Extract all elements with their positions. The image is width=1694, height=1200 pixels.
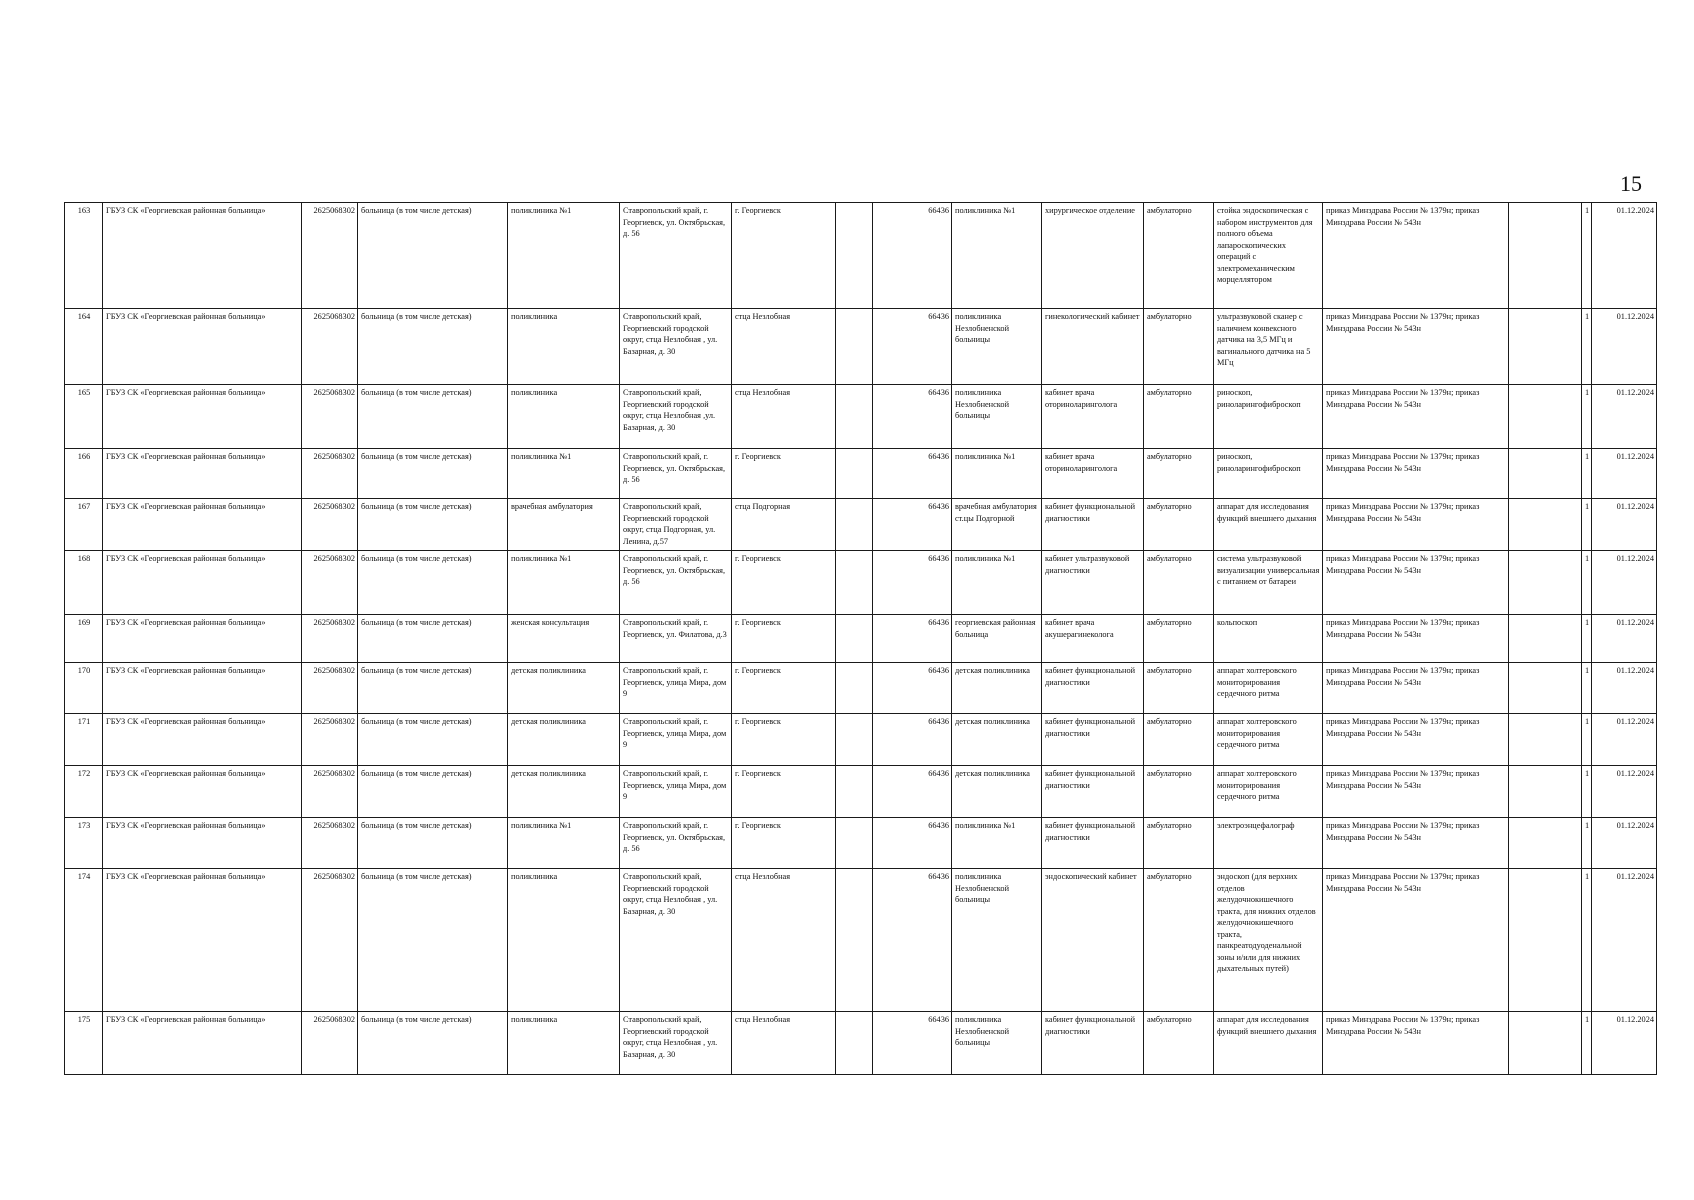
regulatory-order: приказ Минздрава России № 1379н; приказ Минздрава России № 543н — [1323, 615, 1509, 663]
inn-code: 2625068302 — [302, 309, 358, 385]
regulatory-order: приказ Минздрава России № 1379н; приказ Минздрава России № 543н — [1323, 663, 1509, 714]
inn-code: 2625068302 — [302, 714, 358, 766]
organization-name: ГБУЗ СК «Георгиевская районная больница» — [103, 818, 302, 869]
organization-type: больница (в том числе детская) — [358, 714, 508, 766]
due-date: 01.12.2024 — [1592, 869, 1657, 1012]
locality: стца Незлобная — [732, 385, 836, 449]
equipment-name: аппарат холтеровского мониторирования сердечного ритма — [1214, 714, 1323, 766]
organization-type: больница (в том числе детская) — [358, 766, 508, 818]
oktmo-code: 66436 — [873, 714, 952, 766]
organization-type: больница (в том числе детская) — [358, 1012, 508, 1075]
due-date: 01.12.2024 — [1592, 203, 1657, 309]
row-number: 172 — [65, 766, 103, 818]
empty-cell — [836, 615, 873, 663]
address: Ставропольский край, г. Георгиевск, улица Мира, дом 9 — [620, 766, 732, 818]
equipment-name: аппарат холтеровского мониторирования сердечного ритма — [1214, 663, 1323, 714]
equipment-name: аппарат для исследования функций внешнего дыхания — [1214, 499, 1323, 551]
equipment-name: эндоскоп (для верхних отделов желудочнокишечного тракта, для нижних отделов желудочнокишечного тракта, панкреатодуоденальной зоны и/или для нижних дыхательных путей) — [1214, 869, 1323, 1012]
locality: г. Георгиевск — [732, 663, 836, 714]
due-date: 01.12.2024 — [1592, 499, 1657, 551]
inn-code: 2625068302 — [302, 615, 358, 663]
care-condition: амбулаторно — [1144, 551, 1214, 615]
subdivision: детская поликлиника — [952, 766, 1042, 818]
department: кабинет функциональной диагностики — [1042, 499, 1144, 551]
due-date: 01.12.2024 — [1592, 1012, 1657, 1075]
structural-unit: поликлиника №1 — [508, 449, 620, 499]
subdivision: детская поликлиника — [952, 714, 1042, 766]
table-row — [65, 203, 1657, 309]
address: Ставропольский край, г. Георгиевск, улица Мира, дом 9 — [620, 663, 732, 714]
oktmo-code: 66436 — [873, 1012, 952, 1075]
due-date: 01.12.2024 — [1592, 818, 1657, 869]
table-row — [65, 615, 1657, 663]
empty-cell — [1509, 385, 1582, 449]
department: кабинет функциональной диагностики — [1042, 1012, 1144, 1075]
address: Ставропольский край, Георгиевский городской округ, стца Незлобная , ул. Базарная, д. 30 — [620, 869, 732, 1012]
empty-cell — [1509, 818, 1582, 869]
subdivision: поликлиника №1 — [952, 449, 1042, 499]
oktmo-code: 66436 — [873, 499, 952, 551]
row-number: 167 — [65, 499, 103, 551]
department: кабинет функциональной диагностики — [1042, 766, 1144, 818]
subdivision: поликлиника Незлобненской больницы — [952, 385, 1042, 449]
organization-type: больница (в том числе детская) — [358, 309, 508, 385]
oktmo-code: 66436 — [873, 818, 952, 869]
row-number: 173 — [65, 818, 103, 869]
oktmo-code: 66436 — [873, 615, 952, 663]
oktmo-code: 66436 — [873, 309, 952, 385]
care-condition: амбулаторно — [1144, 869, 1214, 1012]
subdivision: поликлиника №1 — [952, 203, 1042, 309]
structural-unit: поликлиника №1 — [508, 551, 620, 615]
locality: стца Незлобная — [732, 869, 836, 1012]
department: хирургическое отделение — [1042, 203, 1144, 309]
structural-unit: женская консультация — [508, 615, 620, 663]
care-condition: амбулаторно — [1144, 766, 1214, 818]
due-date: 01.12.2024 — [1592, 449, 1657, 499]
table-row — [65, 551, 1657, 615]
regulatory-order: приказ Минздрава России № 1379н; приказ Минздрава России № 543н — [1323, 385, 1509, 449]
oktmo-code: 66436 — [873, 766, 952, 818]
locality: г. Георгиевск — [732, 766, 836, 818]
oktmo-code: 66436 — [873, 869, 952, 1012]
table-row — [65, 1012, 1657, 1075]
inn-code: 2625068302 — [302, 818, 358, 869]
organization-name: ГБУЗ СК «Георгиевская районная больница» — [103, 385, 302, 449]
row-number: 169 — [65, 615, 103, 663]
organization-type: больница (в том числе детская) — [358, 663, 508, 714]
inn-code: 2625068302 — [302, 203, 358, 309]
regulatory-order: приказ Минздрава России № 1379н; приказ Минздрава России № 543н — [1323, 551, 1509, 615]
equipment-registry-table — [64, 202, 1657, 1075]
department: кабинет функциональной диагностики — [1042, 818, 1144, 869]
organization-type: больница (в том числе детская) — [358, 551, 508, 615]
equipment-name: электроэнцефалограф — [1214, 818, 1323, 869]
empty-cell — [1509, 499, 1582, 551]
row-number: 174 — [65, 869, 103, 1012]
row-number: 170 — [65, 663, 103, 714]
organization-type: больница (в том числе детская) — [358, 203, 508, 309]
inn-code: 2625068302 — [302, 499, 358, 551]
organization-type: больница (в том числе детская) — [358, 818, 508, 869]
empty-cell — [1509, 663, 1582, 714]
care-condition: амбулаторно — [1144, 1012, 1214, 1075]
table-row — [65, 818, 1657, 869]
row-number: 168 — [65, 551, 103, 615]
inn-code: 2625068302 — [302, 551, 358, 615]
organization-name: ГБУЗ СК «Георгиевская районная больница» — [103, 663, 302, 714]
quantity: 1 — [1582, 766, 1592, 818]
subdivision: детская поликлиника — [952, 663, 1042, 714]
address: Ставропольский край, г. Георгиевск, ул. Октябрьская, д. 56 — [620, 551, 732, 615]
care-condition: амбулаторно — [1144, 203, 1214, 309]
address: Ставропольский край, Георгиевский городской округ, стца Незлобная , ул. Базарная, д. 30 — [620, 309, 732, 385]
care-condition: амбулаторно — [1144, 499, 1214, 551]
empty-cell — [1509, 869, 1582, 1012]
empty-cell — [836, 1012, 873, 1075]
address: Ставропольский край, Георгиевский городской округ, стца Подгорная, ул. Ленина, д.57 — [620, 499, 732, 551]
empty-cell — [1509, 766, 1582, 818]
department: кабинет ультразвуковой диагностики — [1042, 551, 1144, 615]
row-number: 165 — [65, 385, 103, 449]
care-condition: амбулаторно — [1144, 663, 1214, 714]
empty-cell — [1509, 203, 1582, 309]
regulatory-order: приказ Минздрава России № 1379н; приказ Минздрава России № 543н — [1323, 766, 1509, 818]
oktmo-code: 66436 — [873, 551, 952, 615]
subdivision: поликлиника Незлобненской больницы — [952, 869, 1042, 1012]
regulatory-order: приказ Минздрава России № 1379н; приказ Минздрава России № 543н — [1323, 818, 1509, 869]
oktmo-code: 66436 — [873, 385, 952, 449]
due-date: 01.12.2024 — [1592, 309, 1657, 385]
locality: стца Незлобная — [732, 309, 836, 385]
empty-cell — [1509, 615, 1582, 663]
regulatory-order: приказ Минздрава России № 1379н; приказ Минздрава России № 543н — [1323, 714, 1509, 766]
empty-cell — [836, 663, 873, 714]
organization-name: ГБУЗ СК «Георгиевская районная больница» — [103, 869, 302, 1012]
empty-cell — [1509, 1012, 1582, 1075]
quantity: 1 — [1582, 309, 1592, 385]
department: гинекологический кабинет — [1042, 309, 1144, 385]
subdivision: поликлиника Незлобненской больницы — [952, 309, 1042, 385]
due-date: 01.12.2024 — [1592, 663, 1657, 714]
address: Ставропольский край, г. Георгиевск, ул. Филатова, д.3 — [620, 615, 732, 663]
quantity: 1 — [1582, 663, 1592, 714]
regulatory-order: приказ Минздрава России № 1379н; приказ Минздрава России № 543н — [1323, 449, 1509, 499]
care-condition: амбулаторно — [1144, 385, 1214, 449]
organization-name: ГБУЗ СК «Георгиевская районная больница» — [103, 203, 302, 309]
locality: стца Незлобная — [732, 1012, 836, 1075]
due-date: 01.12.2024 — [1592, 714, 1657, 766]
structural-unit: детская поликлиника — [508, 663, 620, 714]
structural-unit: поликлиника — [508, 385, 620, 449]
empty-cell — [836, 309, 873, 385]
care-condition: амбулаторно — [1144, 818, 1214, 869]
address: Ставропольский край, Георгиевский городской округ, стца Незлобная ,ул. Базарная, д. 30 — [620, 385, 732, 449]
row-number: 163 — [65, 203, 103, 309]
address: Ставропольский край, г. Георгиевск, ул. Октябрьская, д. 56 — [620, 449, 732, 499]
inn-code: 2625068302 — [302, 869, 358, 1012]
structural-unit: детская поликлиника — [508, 766, 620, 818]
department: кабинет врача акушерагинеколога — [1042, 615, 1144, 663]
organization-type: больница (в том числе детская) — [358, 385, 508, 449]
organization-name: ГБУЗ СК «Георгиевская районная больница» — [103, 449, 302, 499]
equipment-name: аппарат для исследования функций внешнего дыхания — [1214, 1012, 1323, 1075]
care-condition: амбулаторно — [1144, 309, 1214, 385]
table-row — [65, 309, 1657, 385]
empty-cell — [1509, 309, 1582, 385]
empty-cell — [836, 203, 873, 309]
quantity: 1 — [1582, 869, 1592, 1012]
equipment-name: стойка эндоскопическая с набором инструментов для полного объема лапароскопических операций с электромеханическим морцеллятором — [1214, 203, 1323, 309]
organization-type: больница (в том числе детская) — [358, 449, 508, 499]
row-number: 166 — [65, 449, 103, 499]
table-row — [65, 663, 1657, 714]
oktmo-code: 66436 — [873, 449, 952, 499]
equipment-name: кольпоскоп — [1214, 615, 1323, 663]
equipment-name: риноскоп, риноларингофиброскоп — [1214, 385, 1323, 449]
empty-cell — [836, 551, 873, 615]
row-number: 175 — [65, 1012, 103, 1075]
quantity: 1 — [1582, 551, 1592, 615]
locality: г. Георгиевск — [732, 818, 836, 869]
quantity: 1 — [1582, 385, 1592, 449]
organization-type: больница (в том числе детская) — [358, 615, 508, 663]
address: Ставропольский край, г. Георгиевск, ул. Октябрьская, д. 56 — [620, 203, 732, 309]
equipment-name: риноскоп, риноларингофиброскоп — [1214, 449, 1323, 499]
subdivision: георгиевская районная больница — [952, 615, 1042, 663]
row-number: 164 — [65, 309, 103, 385]
table-row — [65, 869, 1657, 1012]
organization-name: ГБУЗ СК «Георгиевская районная больница» — [103, 309, 302, 385]
table-row — [65, 385, 1657, 449]
quantity: 1 — [1582, 449, 1592, 499]
empty-cell — [836, 449, 873, 499]
structural-unit: поликлиника — [508, 1012, 620, 1075]
empty-cell — [836, 714, 873, 766]
table-row — [65, 499, 1657, 551]
organization-name: ГБУЗ СК «Георгиевская районная больница» — [103, 551, 302, 615]
empty-cell — [1509, 714, 1582, 766]
organization-type: больница (в том числе детская) — [358, 869, 508, 1012]
department: кабинет функциональной диагностики — [1042, 714, 1144, 766]
empty-cell — [836, 766, 873, 818]
locality: г. Георгиевск — [732, 203, 836, 309]
page-number: 15 — [1620, 171, 1642, 196]
empty-cell — [836, 869, 873, 1012]
inn-code: 2625068302 — [302, 766, 358, 818]
organization-name: ГБУЗ СК «Георгиевская районная больница» — [103, 766, 302, 818]
care-condition: амбулаторно — [1144, 449, 1214, 499]
regulatory-order: приказ Минздрава России № 1379н; приказ Минздрава России № 543н — [1323, 1012, 1509, 1075]
regulatory-order: приказ Минздрава России № 1379н; приказ Минздрава России № 543н — [1323, 203, 1509, 309]
equipment-name: система ультразвуковой визуализации универсальная с питанием от батареи — [1214, 551, 1323, 615]
locality: г. Георгиевск — [732, 615, 836, 663]
oktmo-code: 66436 — [873, 663, 952, 714]
regulatory-order: приказ Минздрава России № 1379н; приказ Минздрава России № 543н — [1323, 869, 1509, 1012]
subdivision: поликлиника Незлобненской больницы — [952, 1012, 1042, 1075]
locality: г. Георгиевск — [732, 551, 836, 615]
organization-type: больница (в том числе детская) — [358, 499, 508, 551]
care-condition: амбулаторно — [1144, 615, 1214, 663]
due-date: 01.12.2024 — [1592, 615, 1657, 663]
quantity: 1 — [1582, 203, 1592, 309]
quantity: 1 — [1582, 615, 1592, 663]
inn-code: 2625068302 — [302, 1012, 358, 1075]
address: Ставропольский край, Георгиевский городской округ, стца Незлобная , ул. Базарная, д. 30 — [620, 1012, 732, 1075]
table-row — [65, 766, 1657, 818]
empty-cell — [836, 499, 873, 551]
organization-name: ГБУЗ СК «Георгиевская районная больница» — [103, 615, 302, 663]
subdivision: поликлиника №1 — [952, 818, 1042, 869]
organization-name: ГБУЗ СК «Георгиевская районная больница» — [103, 714, 302, 766]
regulatory-order: приказ Минздрава России № 1379н; приказ Минздрава России № 543н — [1323, 309, 1509, 385]
address: Ставропольский край, г. Георгиевск, ул. Октябрьская, д. 56 — [620, 818, 732, 869]
organization-name: ГБУЗ СК «Георгиевская районная больница» — [103, 499, 302, 551]
due-date: 01.12.2024 — [1592, 766, 1657, 818]
quantity: 1 — [1582, 1012, 1592, 1075]
locality: г. Георгиевск — [732, 714, 836, 766]
organization-name: ГБУЗ СК «Георгиевская районная больница» — [103, 1012, 302, 1075]
table-row — [65, 449, 1657, 499]
department: кабинет врача оториноларинголога — [1042, 449, 1144, 499]
row-number: 171 — [65, 714, 103, 766]
department: кабинет функциональной диагностики — [1042, 663, 1144, 714]
structural-unit: поликлиника №1 — [508, 203, 620, 309]
structural-unit: поликлиника №1 — [508, 818, 620, 869]
structural-unit: детская поликлиника — [508, 714, 620, 766]
due-date: 01.12.2024 — [1592, 551, 1657, 615]
table-row — [65, 714, 1657, 766]
inn-code: 2625068302 — [302, 663, 358, 714]
equipment-name: ультразвуковой сканер с наличием конвексного датчика на 3,5 МГц и вагинального датчика на 5 МГц — [1214, 309, 1323, 385]
inn-code: 2625068302 — [302, 449, 358, 499]
care-condition: амбулаторно — [1144, 714, 1214, 766]
inn-code: 2625068302 — [302, 385, 358, 449]
due-date: 01.12.2024 — [1592, 385, 1657, 449]
empty-cell — [836, 385, 873, 449]
empty-cell — [836, 818, 873, 869]
equipment-name: аппарат холтеровского мониторирования сердечного ритма — [1214, 766, 1323, 818]
structural-unit: поликлиника — [508, 309, 620, 385]
regulatory-order: приказ Минздрава России № 1379н; приказ Минздрава России № 543н — [1323, 499, 1509, 551]
quantity: 1 — [1582, 499, 1592, 551]
quantity: 1 — [1582, 818, 1592, 869]
quantity: 1 — [1582, 714, 1592, 766]
structural-unit: поликлиника — [508, 869, 620, 1012]
structural-unit: врачебная амбулатория — [508, 499, 620, 551]
subdivision: врачебная амбулатория ст.цы Подгорной — [952, 499, 1042, 551]
subdivision: поликлиника №1 — [952, 551, 1042, 615]
oktmo-code: 66436 — [873, 203, 952, 309]
empty-cell — [1509, 449, 1582, 499]
empty-cell — [1509, 551, 1582, 615]
address: Ставропольский край, г. Георгиевск, улица Мира, дом 9 — [620, 714, 732, 766]
department: эндоскопический кабинет — [1042, 869, 1144, 1012]
department: кабинет врача оториноларинголога — [1042, 385, 1144, 449]
locality: стца Подгорная — [732, 499, 836, 551]
locality: г. Георгиевск — [732, 449, 836, 499]
